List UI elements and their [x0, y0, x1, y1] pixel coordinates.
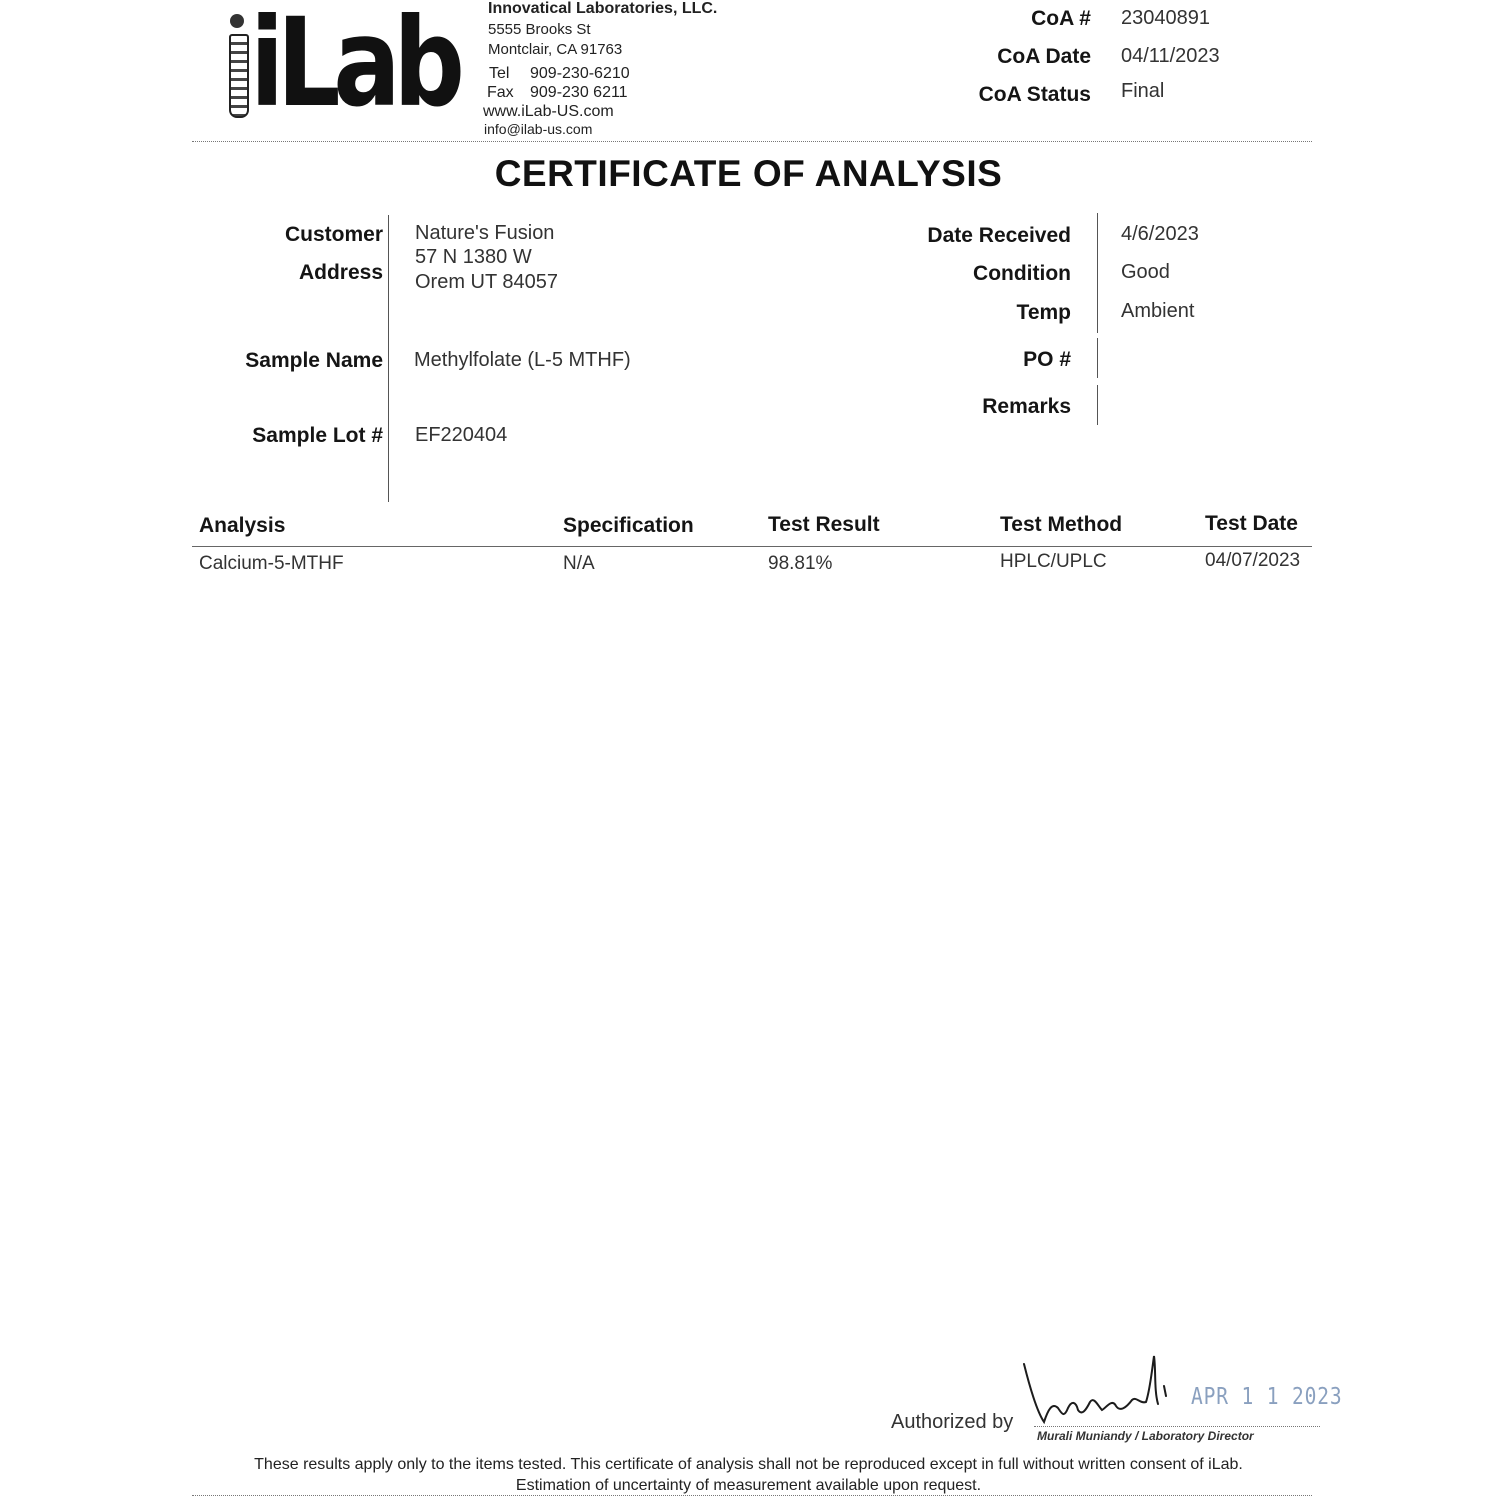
temp: Ambient: [1121, 300, 1195, 322]
lab-logo: [224, 0, 458, 134]
sample-name: Methylfolate (L-5 MTHF): [414, 349, 631, 371]
cell-analysis: Calcium-5-MTHF: [199, 553, 344, 574]
remarks-label: Remarks: [982, 395, 1071, 418]
cell-specification: N/A: [563, 553, 595, 574]
coa-date: 04/11/2023: [1121, 45, 1220, 67]
coa-number: 23040891: [1121, 7, 1210, 29]
cell-test-result: 98.81%: [768, 553, 833, 574]
cell-test-method: HPLC/UPLC: [1000, 551, 1107, 572]
date-received-label: Date Received: [927, 224, 1071, 247]
company-email[interactable]: info@ilab-us.com: [484, 121, 593, 137]
date-received: 4/6/2023: [1121, 223, 1199, 245]
footer-disclaimer: These results apply only to the items tested. This certificate of analysis shall not be reproduced except in full without written consent of iLab.: [254, 1456, 1243, 1473]
coa-status: Final: [1121, 80, 1165, 102]
company-fax: 909-230 6211: [530, 84, 628, 101]
company-tel-label: Tel: [489, 65, 510, 82]
header-analysis: Analysis: [199, 514, 286, 537]
footer-uncertainty: Estimation of uncertainty of measurement available upon request.: [515, 1477, 982, 1494]
condition: Good: [1121, 261, 1170, 283]
company-street: 5555 Brooks St: [488, 21, 591, 38]
date-stamp: APR 1 1 2023: [1191, 1384, 1343, 1410]
authorized-by-label: Authorized by: [891, 1411, 1014, 1433]
receipt-divider: [1097, 213, 1098, 333]
signer-name: Murali Muniandy / Laboratory Director: [1037, 1429, 1254, 1443]
po-divider: [1097, 338, 1098, 378]
header-test-date: Test Date: [1205, 512, 1298, 535]
coa-date-label: CoA Date: [997, 45, 1091, 68]
company-fax-label: Fax: [487, 84, 514, 101]
customer-address-line1: 57 N 1380 W: [415, 246, 532, 268]
cell-test-date: 04/07/2023: [1205, 550, 1301, 571]
customer-address-line2: Orem UT 84057: [415, 271, 559, 293]
footer-divider: [192, 1495, 1312, 1496]
page-title: CERTIFICATE OF ANALYSIS: [494, 153, 1003, 194]
company-name: Innovatical Laboratories, LLC.: [488, 0, 718, 17]
customer-name: Nature's Fusion: [415, 222, 555, 244]
coa-number-label: CoA #: [1031, 7, 1091, 30]
sample-lot: EF220404: [415, 424, 508, 446]
logo-test-tube-icon: [228, 14, 246, 114]
logo-wordmark: iLab: [250, 0, 458, 134]
customer-label: Customer: [284, 223, 383, 246]
header-specification: Specification: [563, 514, 694, 537]
company-website[interactable]: www.iLab-US.com: [483, 103, 614, 120]
temp-label: Temp: [1016, 301, 1071, 324]
remarks-divider: [1097, 385, 1098, 425]
sample-lot-label: Sample Lot #: [252, 424, 383, 447]
coa-status-label: CoA Status: [978, 83, 1091, 106]
header-divider: [192, 141, 1312, 142]
po-label: PO #: [1023, 348, 1071, 371]
company-city: Montclair, CA 91763: [488, 41, 623, 58]
signature-image: [1018, 1350, 1178, 1430]
condition-label: Condition: [973, 262, 1071, 285]
company-tel: 909-230-6210: [530, 65, 630, 82]
header-test-method: Test Method: [1000, 513, 1123, 536]
sample-name-label: Sample Name: [245, 349, 383, 372]
table-header-divider: [192, 546, 1312, 547]
left-column-divider: [388, 215, 389, 502]
signature-line: [1034, 1426, 1320, 1427]
header-test-result: Test Result: [768, 513, 880, 536]
address-label: Address: [298, 261, 383, 284]
